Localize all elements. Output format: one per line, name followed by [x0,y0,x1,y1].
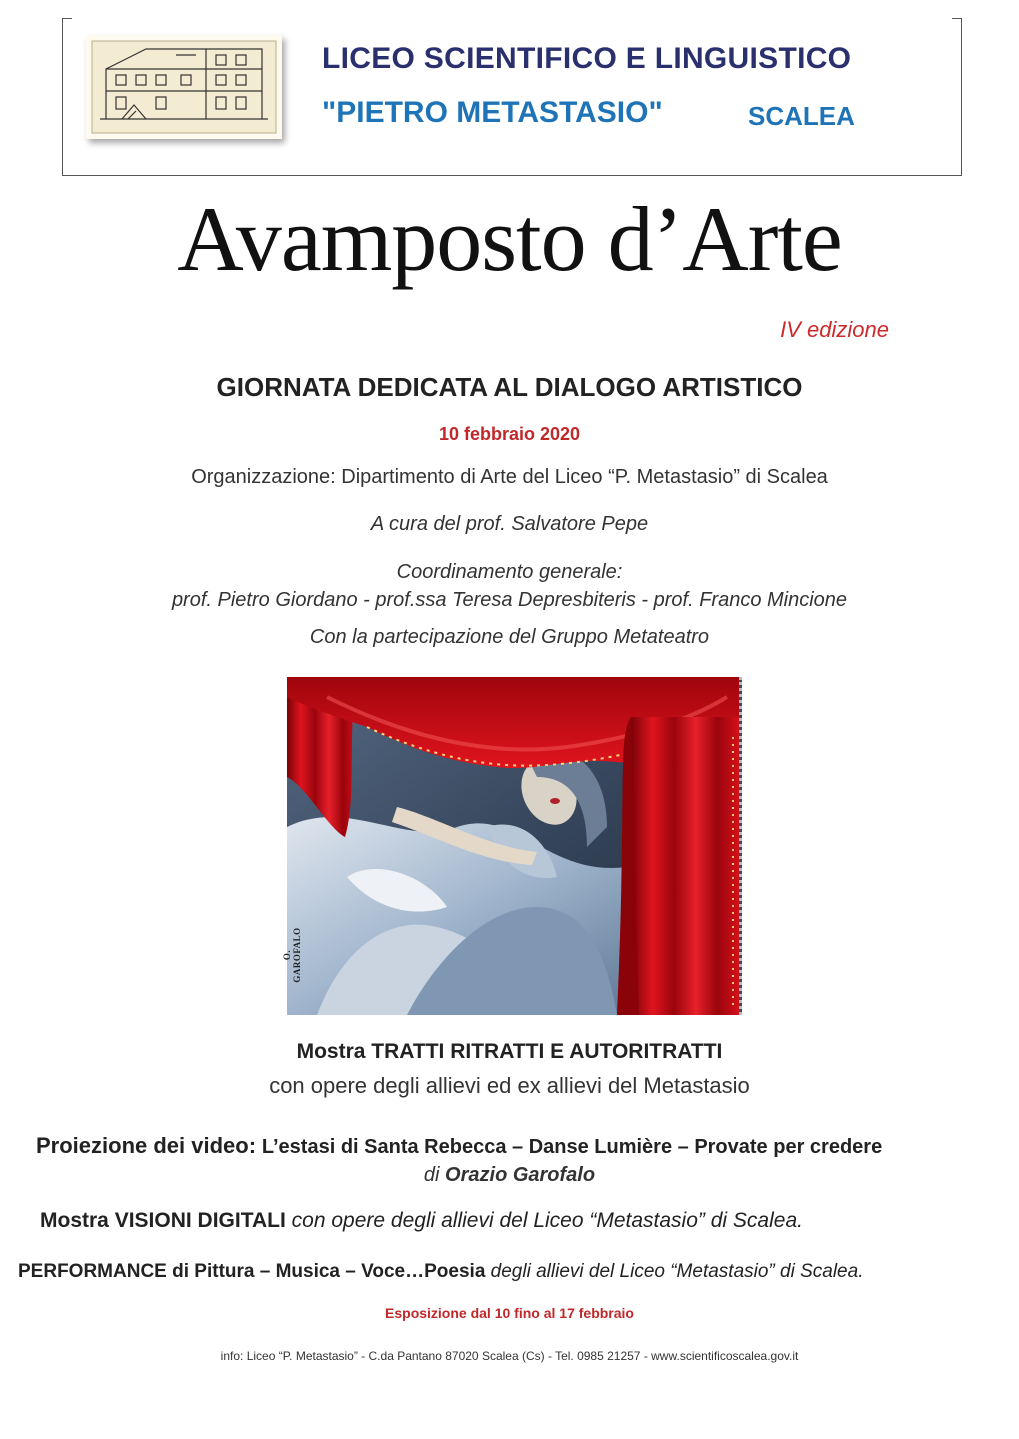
exhibit-visioni-digitali [40,1209,1000,1233]
coordination-label: Coordinamento generale: [396,561,623,583]
exhibit2-name: VISIONI DIGITALI [114,1209,286,1232]
school-name-line2: "PIETRO METASTASIO" [322,96,663,129]
video-author: Orazio Garofalo [445,1164,596,1186]
photo-credit: O. GAROFALO [282,927,302,983]
performance-arts: di Pittura – Musica – Voce…Poesia [172,1261,486,1282]
exposition-dates: Esposizione dal 10 fino al 17 febbraio [385,1305,634,1321]
video-label: Proiezione dei video: [36,1133,257,1158]
video-titles: L’estasi di Santa Rebecca – Danse Lumière – Provate per credere [261,1136,883,1158]
coordination-names: prof. Pietro Giordano - prof.ssa Teresa Depresbiteris - prof. Franco Mincione [171,589,848,611]
day-title: GIORNATA DEDICATA AL DIALOGO ARTISTICO [216,372,803,402]
event-title: Avamposto d’Arte [177,188,842,290]
video-by: di [423,1164,440,1186]
exhibit1-name: TRATTI RITRATTI E AUTORITRATTI [371,1040,723,1063]
exhibit2-rest: con opere degli allievi del Liceo “Metastasio” di Scalea. [291,1209,803,1232]
exhibit1-subtitle: con opere degli allievi ed ex allievi del Metastasio [269,1073,750,1098]
organization-line: Organizzazione: Dipartimento di Arte del Liceo “P. Metastasio” di Scalea [191,466,828,488]
video-projection-line [36,1133,996,1159]
performance-rest: degli allievi del Liceo “Metastasio” di Scalea. [490,1261,864,1282]
exhibit1-prefix: Mostra [296,1040,366,1063]
performance-line [18,1261,1008,1283]
performance-label: PERFORMANCE [18,1261,167,1282]
participation-line: Con la partecipazione del Gruppo Metateatro [309,626,710,648]
school-building-logo [86,35,282,139]
curator-line: A cura del prof. Salvatore Pepe [370,513,649,535]
contact-info: info: Liceo “P. Metastasio” - C.da Pantano 87020 Scalea (Cs) - Tel. 0985 21257 - www.scientificoscalea.gov.it [220,1349,799,1363]
event-date: 10 febbraio 2020 [438,424,581,444]
theatre-curtain-artwork [287,677,742,1015]
exhibit2-prefix: Mostra [40,1209,109,1232]
school-name-line1: LICEO SCIENTIFICO E LINGUISTICO [322,42,852,75]
video-author-line [0,1164,1019,1187]
edition-label: IV edizione [780,317,889,342]
school-city: SCALEA [748,101,855,131]
exhibit-tratti-ritratti [0,1040,1019,1064]
